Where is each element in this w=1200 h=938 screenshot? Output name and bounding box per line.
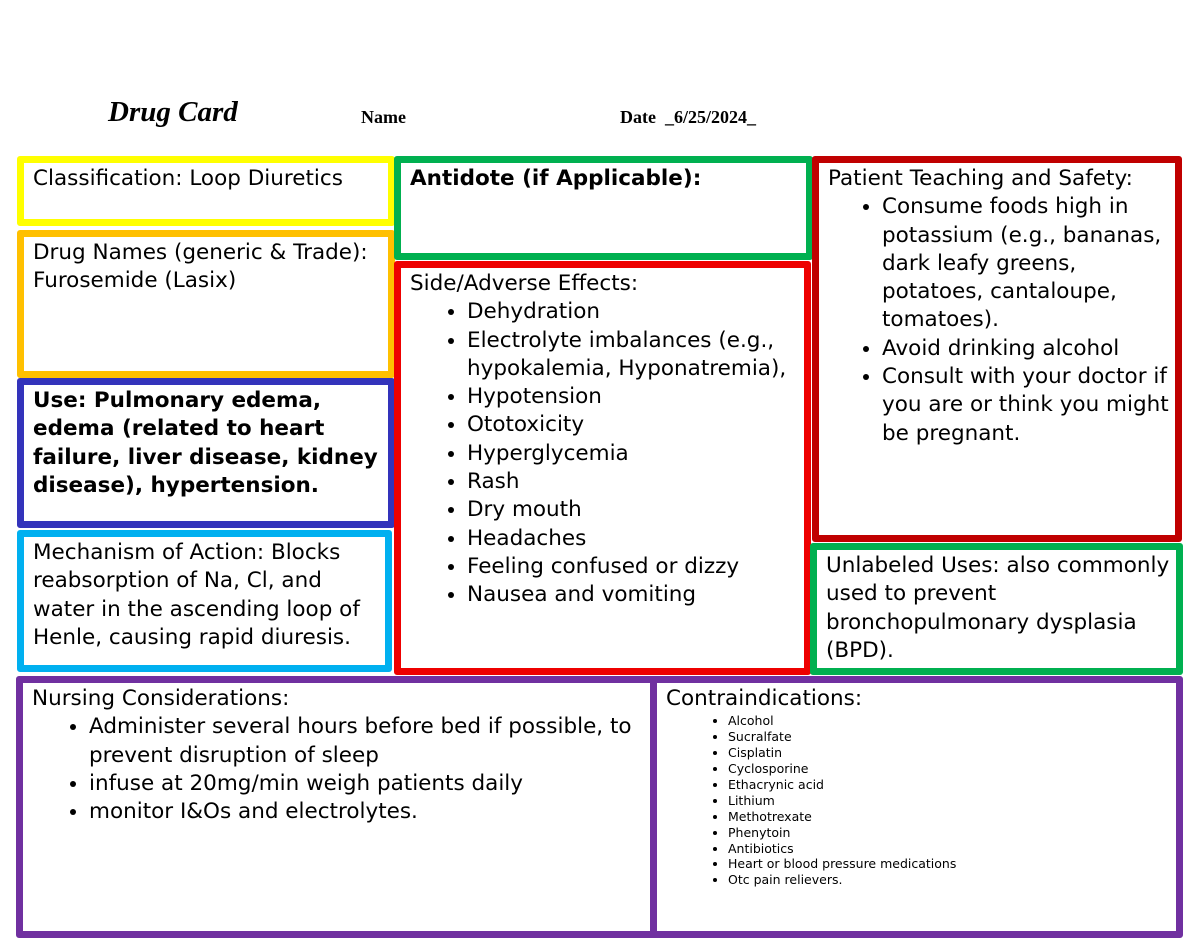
list-item: • Headaches — [467, 525, 804, 553]
classification-box — [17, 156, 395, 226]
list-item: • Cyclosporine — [728, 761, 1176, 777]
list-item: • Administer several hours before bed if possible, to prevent disruption of sleep — [89, 713, 653, 770]
antidote-text: Antidote (if Applicable): — [410, 166, 702, 191]
side-effects-box — [394, 261, 811, 675]
patient-teaching-list — [828, 193, 1175, 448]
patient-teaching-label: Patient Teaching and Safety: — [828, 166, 1133, 191]
list-item: • Hyperglycemia — [467, 440, 804, 468]
page-title: Drug Card — [108, 96, 238, 128]
list-item: • Dehydration — [467, 298, 804, 326]
drug-names-box — [17, 230, 395, 378]
list-item: • Heart or blood pressure medications — [728, 856, 1176, 872]
list-item: • Phenytoin — [728, 825, 1176, 841]
list-item: • Ethacrynic acid — [728, 777, 1176, 793]
mechanism-box — [17, 530, 392, 672]
list-item: • Antibiotics — [728, 841, 1176, 857]
list-item: • Sucralfate — [728, 729, 1176, 745]
list-item: • Lithium — [728, 793, 1176, 809]
list-item: • Methotrexate — [728, 809, 1176, 825]
list-item: • Avoid drinking alcohol — [882, 335, 1175, 363]
date-label: Date — [620, 107, 656, 127]
list-item: • Ototoxicity — [467, 411, 804, 439]
patient-teaching-box — [812, 156, 1182, 542]
side-effects-content — [401, 268, 804, 610]
side-effects-list — [410, 298, 804, 609]
list-item: • monitor I&Os and electrolytes. — [89, 798, 653, 826]
antidote-box — [394, 156, 813, 260]
unlabeled-uses-box — [810, 543, 1183, 675]
use-box — [17, 378, 395, 528]
list-item: • Consume foods high in potassium (e.g., bananas, dark leafy greens, potatoes, cantaloupe, tomatoes). — [882, 193, 1175, 334]
contraindications-box — [650, 676, 1183, 938]
contraindications-list — [666, 713, 1176, 888]
list-item: • Feeling confused or dizzy — [467, 553, 804, 581]
mechanism-text: Mechanism of Action: Blocks reabsorption of Na, Cl, and water in the ascending loop of Henle, causing rapid diuresis. — [33, 540, 360, 650]
classification-text: Classification: Loop Diuretics — [33, 166, 343, 191]
list-item: • Cisplatin — [728, 745, 1176, 761]
name-label: Name — [361, 107, 406, 127]
side-effects-label: Side/Adverse Effects: — [410, 271, 639, 296]
contraindications-content — [657, 683, 1176, 888]
date-field — [620, 107, 756, 128]
date-value: _6/25/2024_ — [664, 107, 756, 127]
list-item: • Alcohol — [728, 713, 1176, 729]
use-text: Use: Pulmonary edema, edema (related to heart failure, liver disease, kidney disease), hypertension. — [33, 388, 378, 498]
nursing-considerations-content — [23, 683, 653, 826]
list-item: • Dry mouth — [467, 496, 804, 524]
list-item: • Otc pain relievers. — [728, 872, 1176, 888]
nursing-considerations-label: Nursing Considerations: — [32, 686, 290, 711]
nursing-considerations-box — [16, 676, 660, 938]
contraindications-label: Contraindications: — [666, 686, 863, 711]
unlabeled-uses-text: Unlabeled Uses: also commonly used to prevent bronchopulmonary dysplasia (BPD). — [826, 553, 1170, 663]
list-item: • Nausea and vomiting — [467, 581, 804, 609]
drug-names-text: Drug Names (generic & Trade): Furosemide (Lasix) — [33, 240, 368, 294]
list-item: • Rash — [467, 468, 804, 496]
list-item: • infuse at 20mg/min weigh patients daily — [89, 770, 653, 798]
list-item: • Hypotension — [467, 383, 804, 411]
patient-teaching-content — [819, 163, 1175, 448]
list-item: • Consult with your doctor if you are or think you might be pregnant. — [882, 363, 1175, 448]
nursing-considerations-list — [32, 713, 653, 826]
list-item: • Electrolyte imbalances (e.g., hypokalemia, Hyponatremia), — [467, 327, 804, 384]
